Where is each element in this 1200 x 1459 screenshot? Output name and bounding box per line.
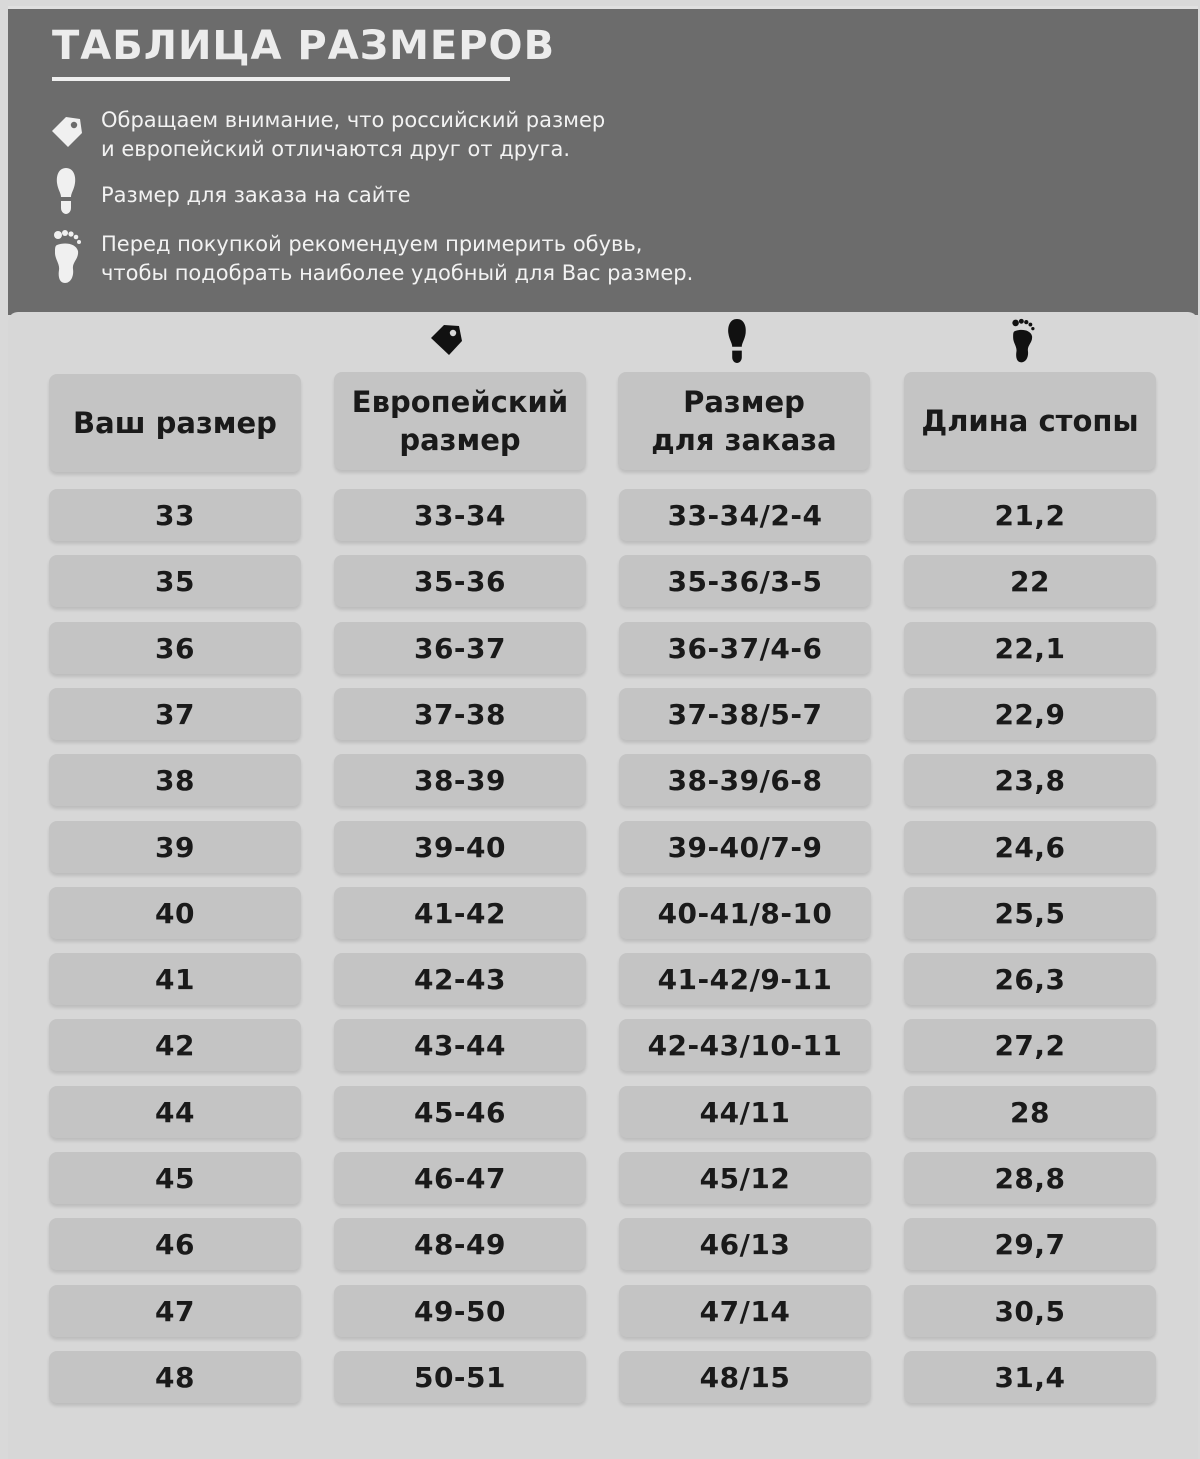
your-size-cell: 35	[49, 555, 301, 607]
your-size-cell: 39	[49, 821, 301, 873]
your-size-cell: 33	[49, 489, 301, 541]
header-line: Европейский	[351, 385, 569, 419]
note-line: чтобы подобрать наиболее удобный для Вас размер.	[101, 261, 694, 285]
order-size-cell: 42-43/10-11	[619, 1019, 871, 1071]
size-chart-header	[8, 6, 1198, 315]
order-size-cell: 47/14	[619, 1285, 871, 1337]
your-size-cell: 38	[49, 754, 301, 806]
note-line: Перед покупкой рекомендуем примерить обувь,	[101, 232, 643, 256]
note-try-on	[101, 230, 693, 288]
eu-size-cell: 37-38	[334, 688, 586, 740]
foot-length-cell: 23,8	[904, 754, 1156, 806]
eu-size-cell: 33-34	[334, 489, 586, 541]
eu-size-cell: 45-46	[334, 1086, 586, 1138]
foot-icon	[52, 229, 82, 285]
foot-length-cell: 29,7	[904, 1218, 1156, 1270]
your-size-cell: 46	[49, 1218, 301, 1270]
title-underline	[52, 77, 510, 81]
order-size-cell: 36-37/4-6	[619, 622, 871, 674]
header-line: для заказа	[651, 423, 837, 457]
eu-size-cell: 36-37	[334, 622, 586, 674]
order-size-cell: 46/13	[619, 1218, 871, 1270]
eu-size-cell: 39-40	[334, 821, 586, 873]
column-header-foot-length	[904, 372, 1156, 470]
page-title: ТАБЛИЦА РАЗМЕРОВ	[52, 23, 556, 69]
foot-length-cell: 30,5	[904, 1285, 1156, 1337]
order-size-cell: 40-41/8-10	[619, 887, 871, 939]
your-size-cell: 48	[49, 1351, 301, 1403]
foot-length-cell: 21,2	[904, 489, 1156, 541]
header-line: Размер	[683, 385, 805, 419]
foot-length-cell: 28	[904, 1086, 1156, 1138]
eu-size-cell: 42-43	[334, 953, 586, 1005]
eu-size-cell: 43-44	[334, 1019, 586, 1071]
tag-icon	[48, 113, 86, 151]
foot-icon	[1010, 318, 1036, 364]
eu-size-cell: 50-51	[334, 1351, 586, 1403]
order-size-cell: 35-36/3-5	[619, 555, 871, 607]
order-size-cell: 33-34/2-4	[619, 489, 871, 541]
foot-length-cell: 22,9	[904, 688, 1156, 740]
order-size-cell: 37-38/5-7	[619, 688, 871, 740]
your-size-cell: 40	[49, 887, 301, 939]
note-eu-difference	[101, 106, 605, 164]
your-size-cell: 41	[49, 953, 301, 1005]
your-size-cell: 45	[49, 1152, 301, 1204]
your-size-cell: 44	[49, 1086, 301, 1138]
order-size-cell: 48/15	[619, 1351, 871, 1403]
eu-size-cell: 46-47	[334, 1152, 586, 1204]
shoe-sole-icon	[54, 167, 78, 215]
header-line: Длина стопы	[921, 404, 1139, 438]
your-size-cell: 37	[49, 688, 301, 740]
note-order-size	[101, 181, 411, 210]
tag-icon	[428, 322, 466, 360]
note-line: и европейский отличаются друг от друга.	[101, 137, 571, 161]
eu-size-cell: 38-39	[334, 754, 586, 806]
foot-length-cell: 28,8	[904, 1152, 1156, 1204]
column-header-eu-size	[334, 372, 586, 470]
eu-size-cell: 48-49	[334, 1218, 586, 1270]
foot-length-cell: 22,1	[904, 622, 1156, 674]
your-size-cell: 47	[49, 1285, 301, 1337]
column-header-order-size	[618, 372, 870, 470]
order-size-cell: 44/11	[619, 1086, 871, 1138]
foot-length-cell: 25,5	[904, 887, 1156, 939]
shoe-sole-icon	[724, 318, 750, 364]
size-table	[8, 312, 1198, 1459]
foot-length-cell: 31,4	[904, 1351, 1156, 1403]
note-line: Обращаем внимание, что российский размер	[101, 108, 606, 132]
foot-length-cell: 26,3	[904, 953, 1156, 1005]
eu-size-cell: 35-36	[334, 555, 586, 607]
order-size-cell: 41-42/9-11	[619, 953, 871, 1005]
eu-size-cell: 49-50	[334, 1285, 586, 1337]
column-header-your-size	[49, 374, 301, 472]
foot-length-cell: 27,2	[904, 1019, 1156, 1071]
your-size-cell: 42	[49, 1019, 301, 1071]
foot-length-cell: 22	[904, 555, 1156, 607]
your-size-cell: 36	[49, 622, 301, 674]
order-size-cell: 38-39/6-8	[619, 754, 871, 806]
order-size-cell: 45/12	[619, 1152, 871, 1204]
header-line: размер	[399, 423, 521, 457]
eu-size-cell: 41-42	[334, 887, 586, 939]
note-line: Размер для заказа на сайте	[101, 183, 411, 207]
foot-length-cell: 24,6	[904, 821, 1156, 873]
header-line: Ваш размер	[73, 406, 277, 440]
order-size-cell: 39-40/7-9	[619, 821, 871, 873]
